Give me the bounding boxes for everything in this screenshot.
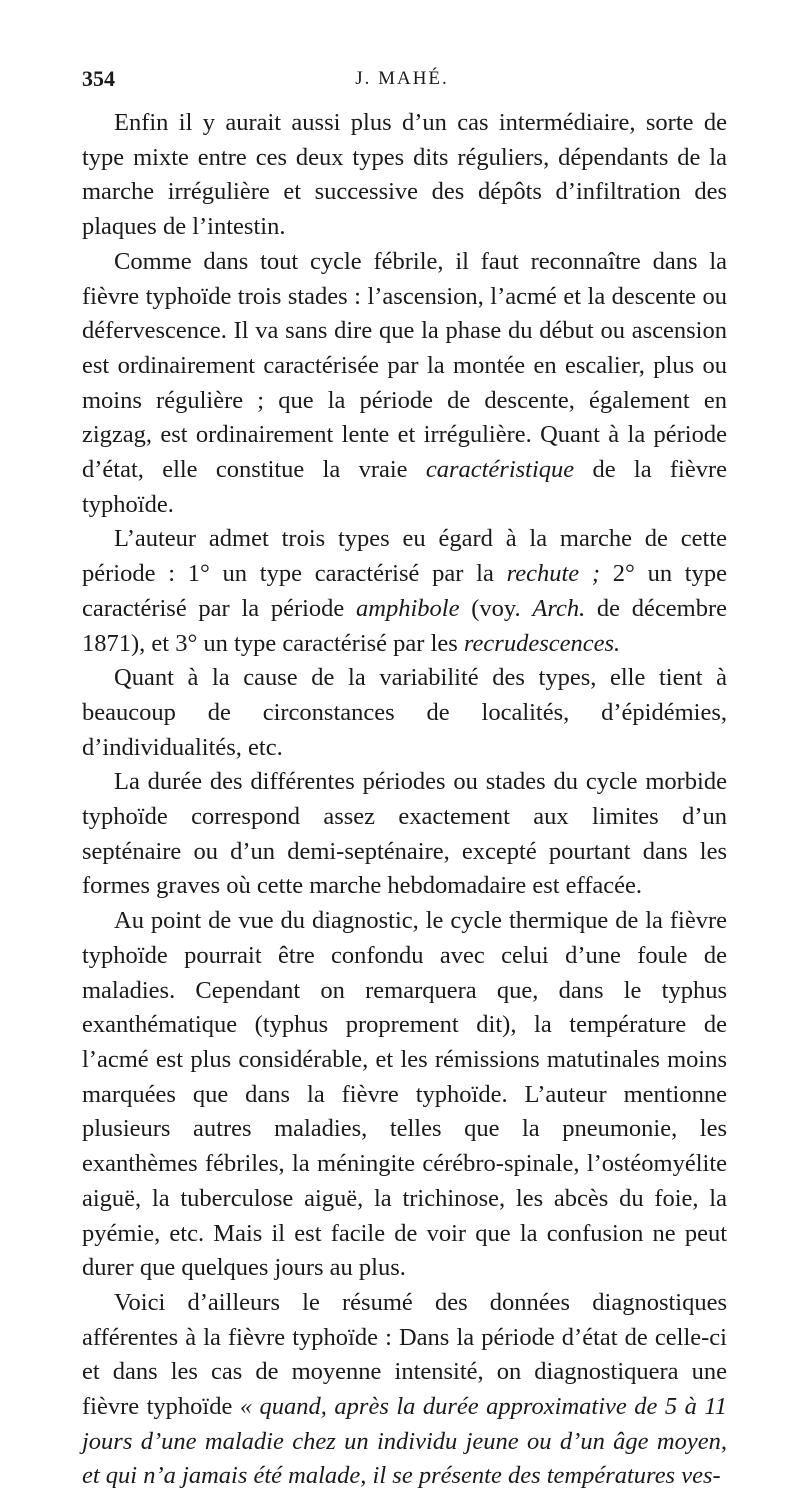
page-number: 354 [82, 66, 115, 91]
text-run: de décembre 1871), et 3° un type caractérisé par les [82, 594, 727, 657]
paragraph [82, 245, 727, 523]
italic-text-run: rechute ; [506, 560, 601, 588]
body-text [82, 106, 727, 1494]
text-run: La durée des différentes périodes ou stades du cycle morbide typhoïde correspond assez exactement aux limites d’un septénaire ou d’un demi-septénaire, excepté pourtant dans les formes graves où cette marche hebdomadaire est effacée. [82, 768, 727, 900]
paragraph [82, 904, 727, 1286]
paragraph [82, 106, 727, 245]
text-run: L’auteur admet trois types eu égard à la marche de cette période : 1° un type caractérisé par la [82, 525, 727, 588]
italic-text-run: Arch. [532, 594, 586, 622]
paragraph [82, 522, 727, 661]
text-run: 2° un type caractérisé par la période [82, 560, 727, 622]
text-run: Enfin il y aurait aussi plus d’un cas intermédiaire, sorte de type mixte entre ces deux types dits réguliers, dépendants de la marche irrégulière et successive des dépôts d’infiltration des plaques de l’intestin. [82, 109, 727, 241]
paragraph [82, 661, 727, 765]
text-run: de la fièvre typhoïde. [82, 456, 727, 518]
text-run: Au point de vue du diagnostic, le cycle thermique de la fièvre typhoïde pourrait être confondu avec celui d’une foule de maladies. Cependant on remarquera que, dans le typhus exanthématique (typhus proprement dit), la température de l’acmé est plus considérable, et les rémissions matutinales moins marquées que dans la fièvre typhoïde. L’auteur mentionne plusieurs autres maladies, telles que la pneumonie, les exanthèmes fébriles, la méningite cérébro-spinale, l’ostéomyélite aiguë, la tuberculose aiguë, la trichinose, les abcès du foie, la pyémie, etc. Mais il est facile de voir que la confusion ne peut durer que quelques jours au plus. [82, 907, 727, 1282]
paragraph [82, 765, 727, 904]
text-run: (voy. [459, 594, 533, 622]
text-run: Quant à la cause de la variabilité des types, elle tient à beaucoup de circonstances de localités, d’épidémies, d’individualités, etc. [82, 664, 727, 761]
italic-text-run: amphibole [356, 594, 460, 622]
text-run: Comme dans tout cycle fébrile, il faut reconnaître dans la fièvre typhoïde trois stades : l’ascension, l’acmé et la descente ou défervescence. Il va sans dire que la phase du début ou ascension est ordinairement caractérisée par la montée en escalier, plus ou moins régulière ; que la période de descente, également en zigzag, est ordinairement lente et irrégulière. Quant à la période d’état, elle constitue la vraie [82, 247, 727, 484]
running-head [82, 66, 722, 102]
italic-text-run: « quand, après la durée approximative de 5 à 11 jours d’une maladie chez un individu jeune ou d’un âge moyen, et qui n’a jamais été malade, il se présente des températures ves- [82, 1393, 727, 1490]
running-title: J. MAHÉ. [355, 68, 449, 89]
italic-text-run: caractéristique [425, 456, 575, 484]
text-run: Voici d’ailleurs le résumé des données diagnostiques afférentes à la fièvre typhoïde : Dans la période d’état de celle-ci et dans les cas de moyenne intensité, on diagnostiquera une fièvre typhoïde [82, 1288, 727, 1421]
paragraph [82, 1286, 727, 1494]
italic-text-run: recrudescences. [463, 629, 621, 657]
